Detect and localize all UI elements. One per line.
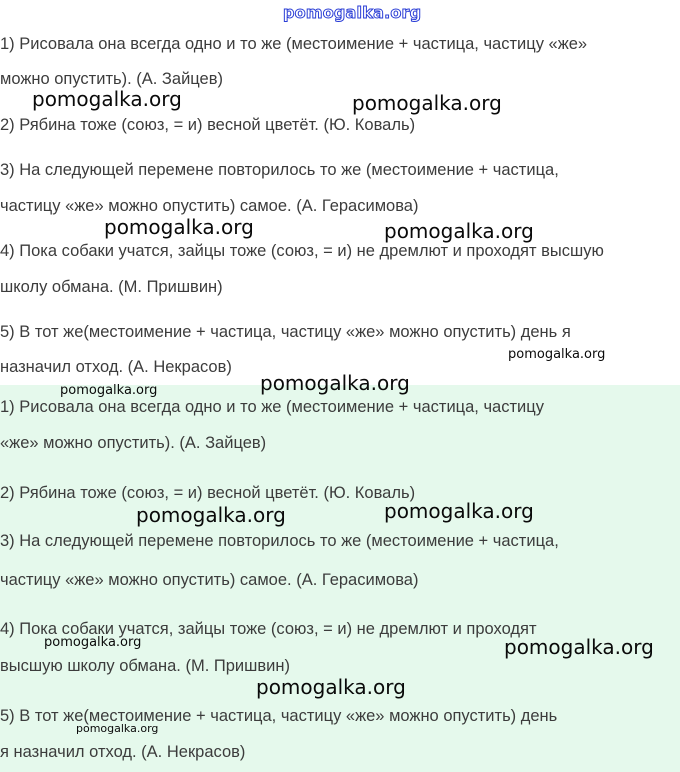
watermark: pomogalka.org xyxy=(260,371,410,395)
watermark: pomogalka.org xyxy=(352,91,502,115)
section2-line: «же» можно опустить). (А. Зайцев) xyxy=(0,434,267,452)
section1-line: школу обмана. (М. Пришвин) xyxy=(0,278,223,296)
section2-line: 5) В тот же(местоимение + частица, частицу «же» можно опустить) день xyxy=(0,707,558,725)
watermark: pomogalka.org xyxy=(76,722,159,735)
section1-line: 4) Пока собаки учатся, зайцы тоже (союз, = и) не дремлют и проходят высшую xyxy=(0,242,604,260)
watermark: pomogalka.org xyxy=(256,675,406,699)
section2-line: 4) Пока собаки учатся, зайцы тоже (союз, = и) не дремлют и проходят xyxy=(0,620,537,638)
watermark: pomogalka.org xyxy=(104,215,254,239)
section2-line: 2) Рябина тоже (союз, = и) весной цветёт. (Ю. Коваль) xyxy=(0,484,416,502)
section1-line: назначил отход. (А. Некрасов) xyxy=(0,358,232,376)
watermark: pomogalka.org xyxy=(44,635,142,650)
section2-line: частицу «же» можно опустить) самое. (А. Герасимова) xyxy=(0,571,419,589)
section2-line: 1) Рисовала она всегда одно и то же (местоимение + частица, частицу xyxy=(0,398,544,416)
watermark: pomogalka.org xyxy=(508,347,606,362)
watermark: pomogalka.org xyxy=(32,87,182,111)
section2-line: высшую школу обмана. (М. Пришвин) xyxy=(0,657,290,675)
section1-line: 5) В тот же(местоимение + частица, частицу «же» можно опустить) день я xyxy=(0,323,571,341)
section1-line: 3) На следующей перемене повторилось то же (местоимение + частица, xyxy=(0,161,559,179)
watermark: pomogalka.org xyxy=(136,503,286,527)
watermark: pomogalka.org xyxy=(384,499,534,523)
section1-line: частицу «же» можно опустить) самое. (А. Герасимова) xyxy=(0,197,419,215)
header-watermark: pomogalka.org xyxy=(283,3,422,22)
section1-line: 2) Рябина тоже (союз, = и) весной цветёт. (Ю. Коваль) xyxy=(0,116,416,134)
section2-line: я назначил отход. (А. Некрасов) xyxy=(0,743,246,761)
watermark: pomogalka.org xyxy=(384,219,534,243)
section1-line: можно опустить). (А. Зайцев) xyxy=(0,70,223,88)
watermark: pomogalka.org xyxy=(60,383,158,398)
watermark: pomogalka.org xyxy=(504,635,654,659)
section2-line: 3) На следующей перемене повторилось то же (местоимение + частица, xyxy=(0,532,559,550)
section1-line: 1) Рисовала она всегда одно и то же (местоимение + частица, частицу «же» xyxy=(0,35,588,53)
